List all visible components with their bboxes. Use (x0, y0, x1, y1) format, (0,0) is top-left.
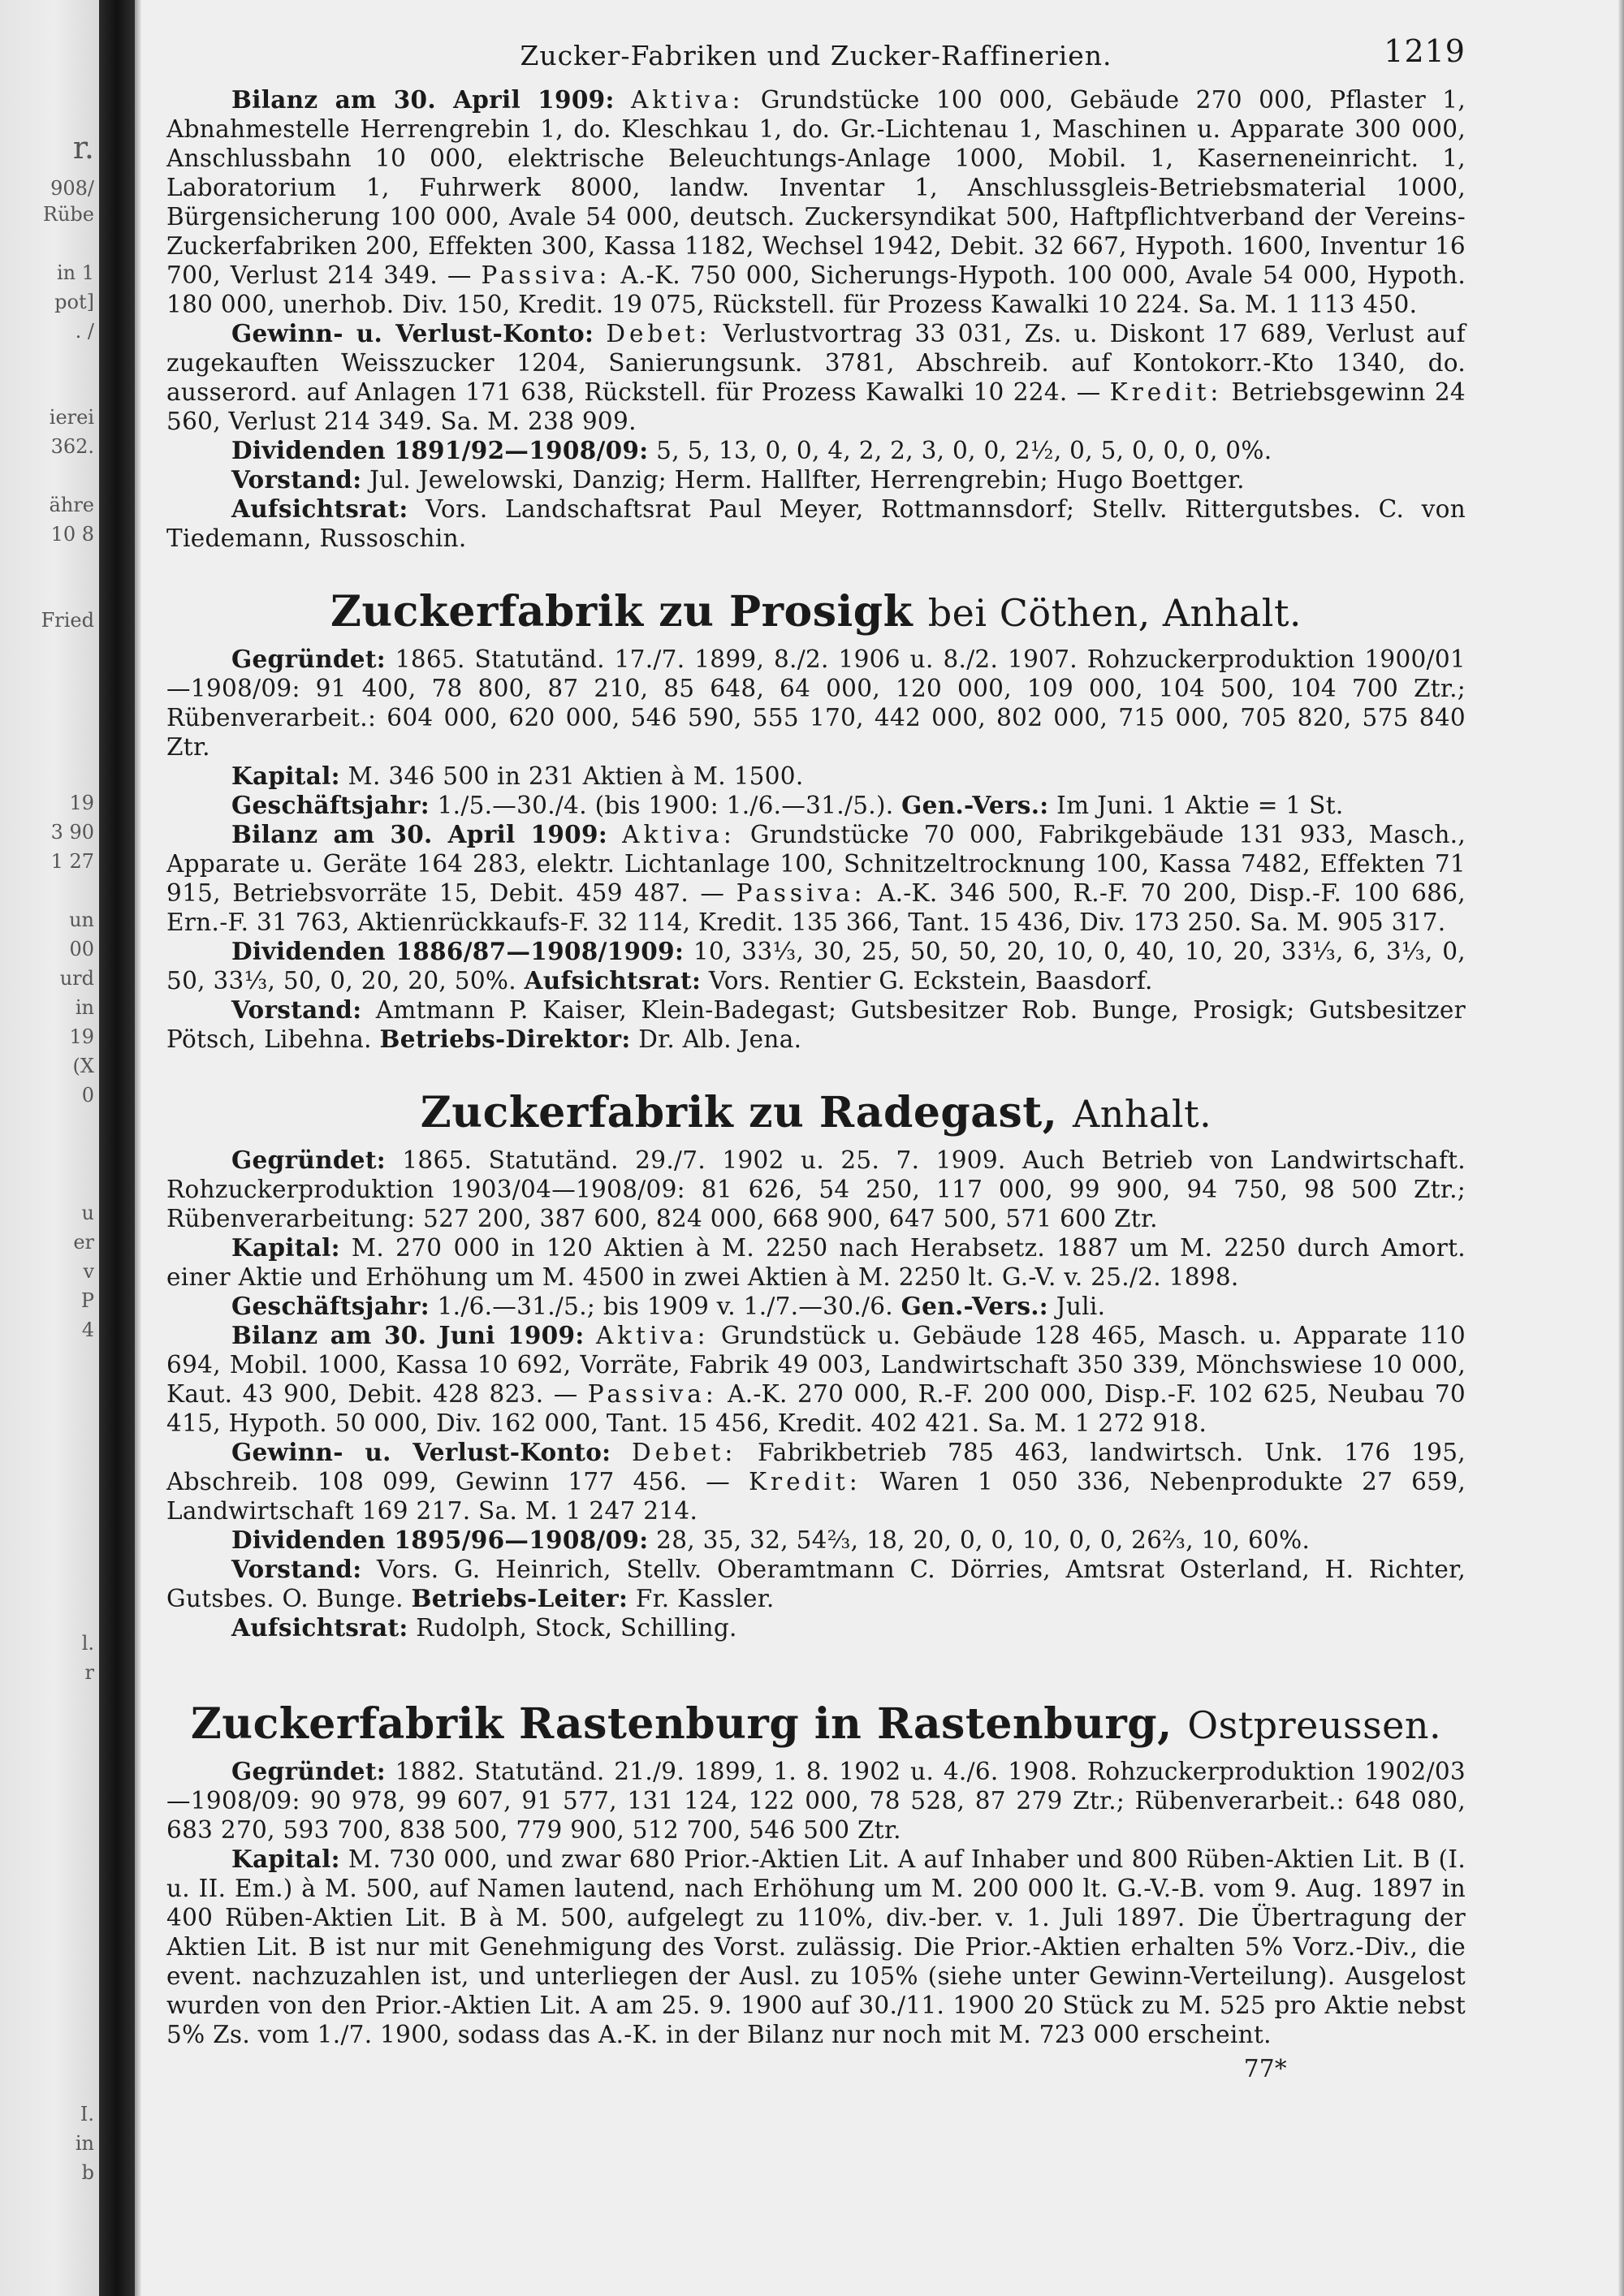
bilanz-paragraph (166, 85, 1466, 319)
passiva-word: Passiva: (481, 261, 611, 289)
dividends-paragraph (166, 1526, 1466, 1555)
margin-fragment: urd (59, 967, 94, 990)
aufsichtsrat-paragraph (166, 1613, 1466, 1642)
margin-fragment: b (81, 2161, 94, 2184)
dividends-text: 10, 33⅓, 30, 25, 50, 50, 20, 10, 0, 40, 10, 20, 33⅓, 6, 3⅓, 0, 50, 33⅓, 50, 0, 20, 20, 50%. (166, 938, 1466, 995)
entry-continued (166, 85, 1466, 553)
founded-paragraph (166, 645, 1466, 762)
dividends-paragraph (166, 937, 1466, 995)
guv-kredit-text: Betriebsgewinn 24 560, Verlust 214 349. Sa. M. 238 909. (166, 378, 1466, 435)
margin-fragment: r (84, 1661, 94, 1684)
guv-label: Gewinn- u. Verlust-Konto: (231, 1438, 611, 1466)
margin-fragment: 19 (69, 792, 94, 814)
aktiva-word: Aktiva: (622, 821, 736, 848)
margin-fragment: 1 27 (50, 850, 94, 873)
aufsichtsrat-label: Aufsichtsrat: (231, 494, 408, 523)
bilanz-passiva-text: A.-K. 270 000, R.-F. 200 000, Disp.-F. 102 625, Neubau 70 415, Hypoth. 50 000, Div. 162 000, Tant. 15 456, Kredit. 402 421. Sa. M. 1 272 918. (166, 1380, 1466, 1437)
margin-fragment: pot] (54, 291, 94, 313)
kredit-word: Kredit: (748, 1468, 862, 1495)
aufsichtsrat-label: Aufsichtsrat: (524, 966, 702, 995)
bilanz-paragraph (166, 1321, 1466, 1438)
kapital-text: M. 730 000, und zwar 680 Prior.-Aktien Lit. A auf Inhaber und 800 Rüben-Aktien Lit. B (I. u. II. Em.) à M. 500, auf Namen lautend, nach Erhöhung um M. 200 000 lt. G.-V.-B. vom 9. Aug. 1897 in 400 Rüben-Aktien Lit. B à M. 500, aufgelegt zu 110%, div.-ber. v. 1. Juli 1897. Die Übertragung der Aktien Lit. B ist nur mit Genehmigung des Vorst. zulässig. Die Prior.-Aktien erhalten 5% Vorz.-Div., die event. nachzuzahlen ist, und unterliegen der Ausl. zu 105% (siehe unter Gewinn-Verteilung). Ausgelost wurden von den Prior.-Aktien Lit. A am 25. 9. 1900 auf 30./11. 1900 20 Stück zu M. 525 pro Aktie nebst 5% Zs. vom 1./7. 1900, sodass das A.-K. in der Bilanz nur noch mit M. 723 000 erscheint. (166, 1845, 1466, 2048)
signature-mark: 77* (1243, 2055, 1287, 2082)
margin-fragment: ierei (49, 406, 94, 429)
dividends-label: Dividenden 1886/87—1908/1909: (231, 937, 685, 965)
vorstand-text: Amtmann P. Kaiser, Klein-Badegast; Gutsbesitzer Rob. Bunge, Prosigk; Gutsbesitzer Pötsch, Libehna. (166, 996, 1466, 1053)
founded-paragraph (166, 1146, 1466, 1233)
fiscal-year-text: 1./6.—31./5.; bis 1909 v. 1./7.—30./6. (437, 1293, 893, 1320)
margin-fragment: . / (75, 320, 94, 343)
founded-label: Gegründet: (231, 1146, 386, 1174)
margin-fragment: un (69, 908, 94, 931)
aktiva-word: Aktiva: (630, 86, 745, 114)
guv-kredit-text: Waren 1 050 336, Nebenprodukte 27 659, Landwirtschaft 169 217. Sa. M. 1 247 214. (166, 1468, 1466, 1525)
running-head (166, 33, 1466, 85)
passiva-word: Passiva: (587, 1380, 718, 1408)
kapital-label: Kapital: (231, 1233, 340, 1262)
entry-prosigk (166, 587, 1466, 1054)
running-title: Zucker-Fabriken und Zucker-Raffinerien. (520, 40, 1112, 71)
aktiva-word: Aktiva: (595, 1322, 710, 1349)
bilanz-label: Bilanz am 30. April 1909: (231, 85, 615, 114)
company-location: Anhalt. (1072, 1092, 1212, 1136)
vorstand-text: Jul. Jewelowski, Danzig; Herm. Hallfter, Herrengrebin; Hugo Boettger. (369, 466, 1245, 494)
bilanz-aktiva-text: Grundstücke 70 000, Fabrikgebäude 131 933, Masch., Apparate u. Geräte 164 283, elektr. Lichtanlage 100, Schnitzeltrocknung 100, Kassa 7482, Effekten 71 915, Betriebsvorräte 15, Debit. 459 487. — (166, 821, 1466, 907)
margin-fragment: 362. (50, 435, 94, 458)
margin-fragment: in 1 (56, 261, 94, 284)
company-heading (166, 1699, 1466, 1750)
kapital-paragraph (166, 1845, 1466, 2049)
margin-fragment: in (75, 2132, 94, 2155)
margin-fragment: 00 (69, 938, 94, 960)
dividends-label: Dividenden 1891/92—1908/09: (231, 436, 649, 464)
guv-label: Gewinn- u. Verlust-Konto: (231, 319, 594, 347)
fiscal-year-paragraph (166, 791, 1466, 820)
vorstand-paragraph (166, 465, 1466, 494)
bilanz-label: Bilanz am 30. Juni 1909: (231, 1321, 585, 1349)
margin-fragment: u (81, 1202, 94, 1224)
vorstand-paragraph (166, 1555, 1466, 1613)
margin-fragment: ähre (49, 494, 94, 516)
company-location: Ostpreussen. (1187, 1703, 1442, 1747)
debet-word: Debet: (632, 1439, 737, 1466)
margin-fragment: v (83, 1260, 94, 1283)
margin-fragment: er (73, 1231, 94, 1254)
vorstand-label: Vorstand: (231, 995, 362, 1024)
dividends-paragraph (166, 436, 1466, 465)
company-name: Zuckerfabrik Rastenburg in Rastenburg, (190, 1699, 1173, 1749)
dividends-label: Dividenden 1895/96—1908/09: (231, 1526, 649, 1554)
bilanz-aktiva-text: Grundstück u. Gebäude 128 465, Masch. u. Apparate 110 694, Mobil. 1000, Kassa 10 692, Vorräte, Fabrik 49 003, Landwirtschaft 350 339, Mönchswiese 10 000, Kaut. 43 900, Debit. 428 823. — (166, 1322, 1466, 1408)
director-label: Betriebs-Direktor: (379, 1025, 631, 1053)
book-gutter-shadow (99, 0, 135, 2296)
manager-text: Fr. Kassler. (635, 1585, 775, 1612)
founded-label: Gegründet: (231, 645, 386, 673)
margin-fragment: r. (72, 130, 94, 166)
dividends-text: 28, 35, 32, 54⅔, 18, 20, 0, 0, 10, 0, 0, 26⅔, 10, 60%. (656, 1526, 1311, 1554)
founded-paragraph (166, 1757, 1466, 1845)
margin-fragment: l. (81, 1632, 94, 1655)
entry-radegast (166, 1088, 1466, 1642)
company-heading (166, 587, 1466, 638)
company-heading (166, 1088, 1466, 1139)
dividends-text: 5, 5, 13, 0, 0, 4, 2, 2, 3, 0, 0, 2½, 0, 5, 0, 0, 0, 0%. (656, 437, 1272, 464)
margin-fragment: Fried (41, 609, 94, 632)
margin-fragment: I. (80, 2103, 94, 2126)
kapital-label: Kapital: (231, 1845, 340, 1873)
margin-fragment: 19 (69, 1025, 94, 1048)
general-meeting-text: Juli. (1056, 1293, 1106, 1320)
margin-fragment: P (80, 1289, 94, 1312)
margin-fragment: 10 8 (50, 523, 94, 546)
guv-debet-text: Fabrikbetrieb 785 463, landwirtsch. Unk. 176 195, Abschreib. 108 099, Gewinn 177 456. — (166, 1439, 1466, 1495)
bilanz-paragraph (166, 820, 1466, 937)
vorstand-text: Vors. G. Heinrich, Stellv. Oberamtmann C. Dörries, Amtsrat Osterland, H. Richter, Gutsbes. O. Bunge. (166, 1556, 1466, 1612)
general-meeting-text: Im Juni. 1 Aktie = 1 St. (1056, 792, 1344, 819)
fiscal-year-text: 1./5.—30./4. (bis 1900: 1./6.—31./5.). (437, 792, 894, 819)
margin-fragment: 3 90 (50, 821, 94, 844)
margin-fragment: (X (72, 1055, 94, 1077)
bilanz-label: Bilanz am 30. April 1909: (231, 820, 608, 848)
kapital-text: M. 270 000 in 120 Aktien à M. 2250 nach Herabsetz. 1887 um M. 2250 durch Amort. einer Aktie und Erhöhung um M. 4500 in zwei Aktien à M. 2250 lt. G.-V. v. 25./2. 1898. (166, 1234, 1466, 1291)
gutter-edge (135, 0, 141, 2296)
fiscal-year-paragraph (166, 1292, 1466, 1321)
page-body (166, 33, 1466, 2083)
vorstand-paragraph (166, 995, 1466, 1054)
manager-label: Betriebs-Leiter: (411, 1584, 628, 1612)
kapital-paragraph (166, 1233, 1466, 1292)
margin-fragment: Rübe (42, 203, 94, 226)
bilanz-aktiva-text: Grundstücke 100 000, Gebäude 270 000, Pflaster 1, Abnahmestelle Herrengrebin 1, do. Kleschkau 1, do. Gr.-Lichtenau 1, Maschinen u. Apparate 300 000, Anschlussbahn 10 000, elektrische Beleuchtungs-Anlage 1000, Mobil. 1, Kaserneneinricht. 1, Laboratorium 1, Fuhrwerk 8000, landw. Inventar 1, Anschlussgleis-Betriebsmaterial 1000, Bürgensicherung 100 000, Avale 54 000, deutsch. Zuckersyndikat 500, Haftpflichtverband der Vereins-Zuckerfabriken 200, Effekten 300, Kassa 1182, Wechsel 1942, Debit. 32 667, Hypoth. 1600, Inventur 16 700, Verlust 214 349. — (166, 86, 1466, 289)
bilanz-passiva-text: A.-K. 346 500, R.-F. 70 200, Disp.-F. 100 686, Ern.-F. 31 763, Aktienrückkaufs-F. 32 114, Kredit. 135 366, Tant. 15 436, Div. 173 250. Sa. M. 905 317. (166, 879, 1466, 936)
guv-paragraph (166, 319, 1466, 436)
guv-debet-text: Verlustvortrag 33 031, Zs. u. Diskont 17 689, Verlust auf zugekauften Weisszucker 1204, Sanierungsunk. 3781, Abschreib. auf Kontokorr.-Kto 1340, do. ausserord. auf Anlagen 171 638, Rückstell. für Prozess Kawalki 10 224. — (166, 320, 1466, 406)
margin-fragment: 4 (81, 1318, 94, 1341)
guv-paragraph (166, 1438, 1466, 1526)
company-name: Zuckerfabrik zu Prosigk (330, 587, 914, 637)
bilanz-passiva-text: A.-K. 750 000, Sicherungs-Hypoth. 100 000, Avale 54 000, Hypoth. 180 000, unerhob. Div. 150, Kredit. 19 075, Rückstell. für Prozess Kawalki 10 224. Sa. M. 1 113 450. (166, 261, 1466, 318)
director-text: Dr. Alb. Jena. (638, 1025, 802, 1053)
general-meeting-label: Gen.-Vers.: (901, 791, 1049, 819)
margin-fragment: 0 (81, 1084, 94, 1107)
margin-fragment: 908/ (50, 177, 94, 200)
vorstand-label: Vorstand: (231, 1555, 362, 1583)
page-right-edge (1618, 0, 1624, 2296)
company-name: Zuckerfabrik zu Radegast, (420, 1088, 1058, 1137)
aufsichtsrat-label: Aufsichtsrat: (231, 1613, 408, 1642)
kapital-text: M. 346 500 in 231 Aktien à M. 1500. (348, 762, 804, 790)
debet-word: Debet: (606, 320, 711, 347)
aufsichtsrat-text: Vors. Landschaftsrat Paul Meyer, Rottmannsdorf; Stellv. Rittergutsbes. C. von Tiedemann, Russoschin. (166, 495, 1466, 552)
general-meeting-label: Gen.-Vers.: (901, 1292, 1048, 1320)
page-number: 1219 (1384, 33, 1466, 69)
aufsichtsrat-paragraph (166, 494, 1466, 553)
fiscal-year-label: Geschäftsjahr: (231, 791, 430, 819)
vorstand-label: Vorstand: (231, 465, 362, 494)
kapital-paragraph (166, 762, 1466, 791)
fiscal-year-label: Geschäftsjahr: (231, 1292, 430, 1320)
aufsichtsrat-text: Vors. Rentier G. Eckstein, Baasdorf. (708, 967, 1153, 995)
entry-rastenburg (166, 1699, 1466, 2049)
founded-text: 1865. Statutänd. 17./7. 1899, 8./2. 1906 u. 8./2. 1907. Rohzuckerproduktion 1900/01—1908/09: 91 400, 78 800, 87 210, 85 648, 64 000, 120 000, 109 000, 104 500, 104 700 Ztr.; Rübenverarbeit.: 604 000, 620 000, 546 590, 555 170, 442 000, 802 000, 715 000, 705 820, 575 840 Ztr. (166, 645, 1466, 761)
margin-fragment: in (75, 996, 94, 1019)
aufsichtsrat-text: Rudolph, Stock, Schilling. (416, 1614, 737, 1642)
previous-page-edge (0, 0, 99, 2296)
founded-label: Gegründet: (231, 1757, 386, 1785)
company-location: bei Cöthen, Anhalt. (927, 591, 1302, 635)
passiva-word: Passiva: (736, 879, 866, 907)
kapital-label: Kapital: (231, 762, 340, 790)
kredit-word: Kredit: (1109, 378, 1223, 406)
founded-text: 1882. Statutänd. 21./9. 1899, 1. 8. 1902 u. 4./6. 1908. Rohzuckerproduktion 1902/03—1908/09: 90 978, 99 607, 91 577, 131 124, 122 000, 78 528, 87 279 Ztr.; Rübenverarbeit.: 648 080, 683 270, 593 700, 838 500, 779 900, 512 700, 546 500 Ztr. (166, 1758, 1466, 1844)
founded-text: 1865. Statutänd. 29./7. 1902 u. 25. 7. 1909. Auch Betrieb von Landwirtschaft. Rohzuckerproduktion 1903/04—1908/09: 81 626, 54 250, 117 000, 99 900, 94 750, 98 500 Ztr.; Rübenverarbeitung: 527 200, 387 600, 824 000, 668 900, 647 500, 571 600 Ztr. (166, 1146, 1466, 1232)
